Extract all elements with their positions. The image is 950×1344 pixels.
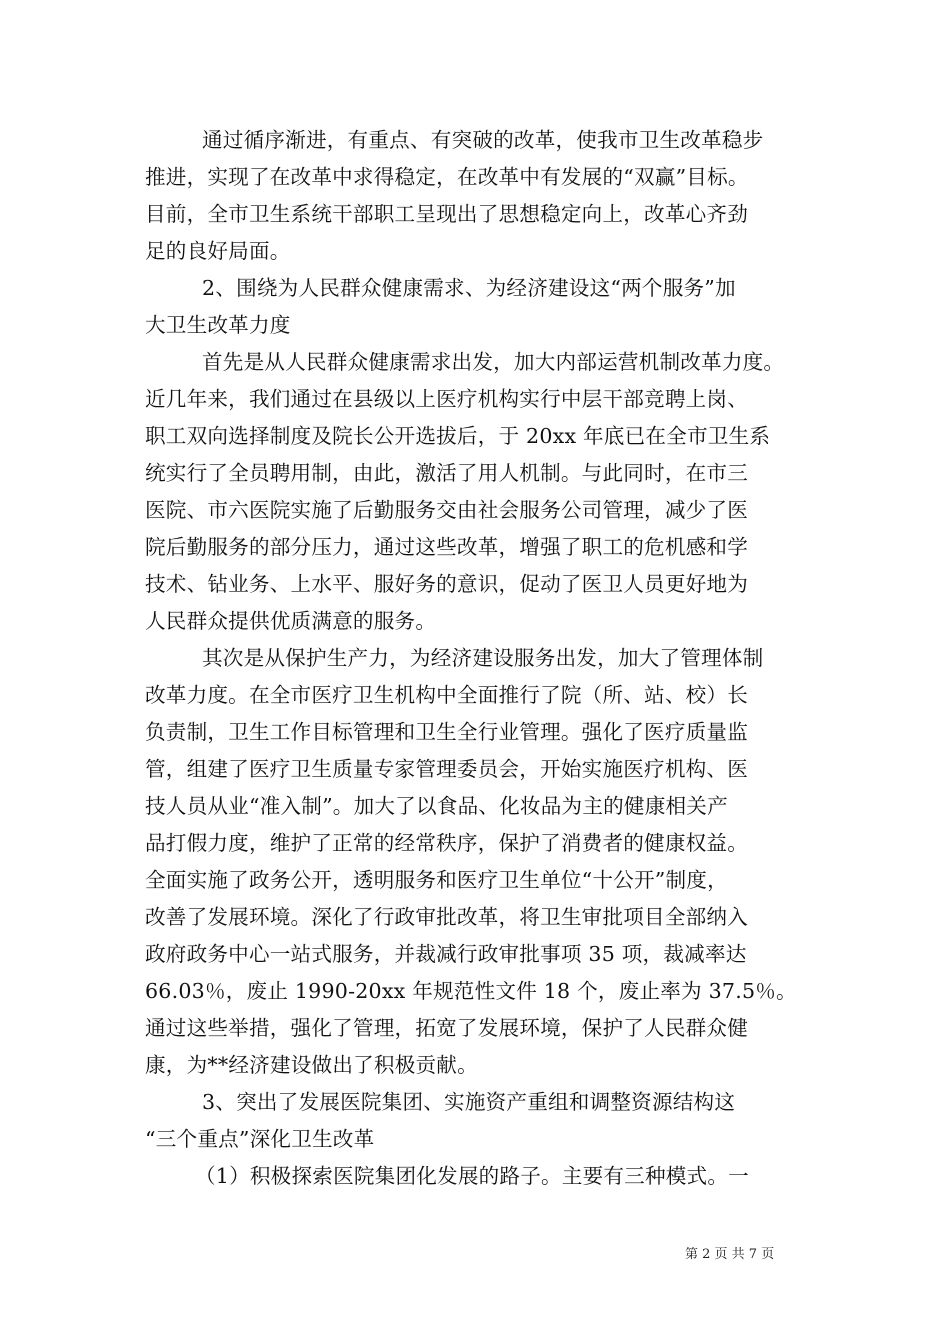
text-line: 管，组建了医疗卫生质量专家管理委员会，开始实施医疗机构、医 [145, 757, 749, 781]
section-heading: 2、围绕为人民群众健康需求、为经济建设这“两个服务”加 [202, 276, 736, 300]
text-line: （1）积极探索医院集团化发展的路子。主要有三种模式。一 [195, 1164, 749, 1188]
text-line: 66.03％，废止 1990-20xx 年规范性文件 18 个，废止率为 37.5％。 [145, 979, 797, 1003]
text-line: 通过这些举措，强化了管理，拓宽了发展环境，保护了人民群众健 [145, 1016, 749, 1040]
text-line: 品打假力度，维护了正常的经常秩序，保护了消费者的健康权益。 [145, 831, 749, 855]
section-heading: 大卫生改革力度 [145, 313, 291, 337]
text-line: 推进，实现了在改革中求得稳定，在改革中有发展的“双赢”目标。 [145, 165, 749, 189]
text-line: 医院、市六医院实施了后勤服务交由社会服务公司管理，减少了医 [145, 498, 749, 522]
text-line: 技术、钻业务、上水平、服好务的意识，促动了医卫人员更好地为 [145, 572, 749, 596]
text-line: 院后勤服务的部分压力，通过这些改革，增强了职工的危机感和学 [145, 535, 749, 559]
text-line: 近几年来，我们通过在县级以上医疗机构实行中层干部竞聘上岗、 [145, 387, 749, 411]
text-line: 职工双向选择制度及院长公开选拔后，于 20xx 年底已在全市卫生系 [145, 424, 771, 448]
text-line: 技人员从业“准入制”。加大了以食品、化妆品为主的健康相关产 [145, 794, 728, 818]
text-line: 负责制，卫生工作目标管理和卫生全行业管理。强化了医疗质量监 [145, 720, 749, 744]
text-line: 政府政务中心一站式服务，并裁减行政审批事项 35 项，裁减率达 [145, 942, 747, 966]
text-line: 全面实施了政务公开，透明服务和医疗卫生单位“十公开”制度， [145, 868, 728, 892]
text-line: 人民群众提供优质满意的服务。 [145, 609, 437, 633]
section-heading: “三个重点”深化卫生改革 [145, 1127, 375, 1151]
page-number-footer: 第 2 页 共 7 页 [685, 1247, 775, 1262]
text-line: 统实行了全员聘用制，由此，激活了用人机制。与此同时，在市三 [145, 461, 749, 485]
text-line: 目前，全市卫生系统干部职工呈现出了思想稳定向上，改革心齐劲 [145, 202, 749, 226]
text-line: 改善了发展环境。深化了行政审批改革，将卫生审批项目全部纳入 [145, 905, 749, 929]
text-line: 足的良好局面。 [145, 239, 291, 263]
text-line: 首先是从人民群众健康需求出发，加大内部运营机制改革力度。 [202, 350, 785, 374]
text-line: 康，为**经济建设做出了积极贡献。 [145, 1053, 478, 1077]
text-line: 其次是从保护生产力，为经济建设服务出发，加大了管理体制 [202, 646, 764, 670]
section-heading: 3、突出了发展医院集团、实施资产重组和调整资源结构这 [202, 1090, 736, 1114]
text-line: 改革力度。在全市医疗卫生机构中全面推行了院（所、站、校）长 [145, 683, 749, 707]
text-line: 通过循序渐进，有重点、有突破的改革，使我市卫生改革稳步 [202, 128, 764, 152]
